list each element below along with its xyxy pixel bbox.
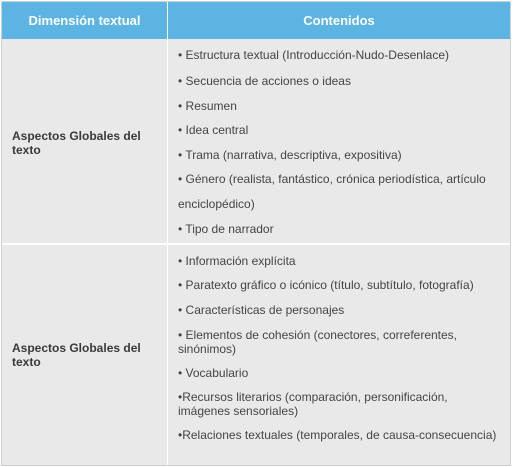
row-1-item: • Resumen: [178, 99, 237, 113]
row-1-item: • Secuencia de acciones o ideas: [178, 74, 351, 88]
row-2-item: • Paratexto gráfico o icónico (título, subtítulo, fotografía): [178, 278, 474, 292]
row-1-item: • Género (realista, fantástico, crónica periodística, artículo enciclopédico): [178, 172, 486, 211]
row-1-item: • Tipo de narrador: [178, 222, 274, 236]
row-2-dimension: Aspectos Globales del texto: [12, 341, 141, 369]
table-header: [2, 2, 510, 39]
row-1-item: • Trama (narrativa, descriptiva, expositiva): [178, 148, 402, 162]
row-2-item: • Vocabulario: [178, 366, 249, 380]
row-2-item: • Elementos de cohesión (conectores, correferentes, sinónimos): [178, 328, 458, 356]
row-1-item: • Idea central: [178, 123, 249, 137]
row-divider: [2, 243, 510, 245]
header-contents: Contenidos: [303, 13, 375, 28]
row-2-item: •Relaciones textuales (temporales, de causa-consecuencia): [178, 428, 497, 442]
row-2-item: • Características de personajes: [178, 303, 345, 317]
row-2-item: • Información explícita: [178, 254, 296, 268]
row-2-item: •Recursos literarios (comparación, personificación, imágenes sensoriales): [178, 390, 448, 418]
column-divider: [167, 39, 168, 465]
row-1-dimension: Aspectos Globales del texto: [12, 129, 141, 157]
content-table: [1, 1, 511, 466]
header-dimension: Dimensión textual: [28, 13, 141, 28]
row-1-item: • Estructura textual (Introducción-Nudo-Desenlace): [178, 48, 449, 62]
